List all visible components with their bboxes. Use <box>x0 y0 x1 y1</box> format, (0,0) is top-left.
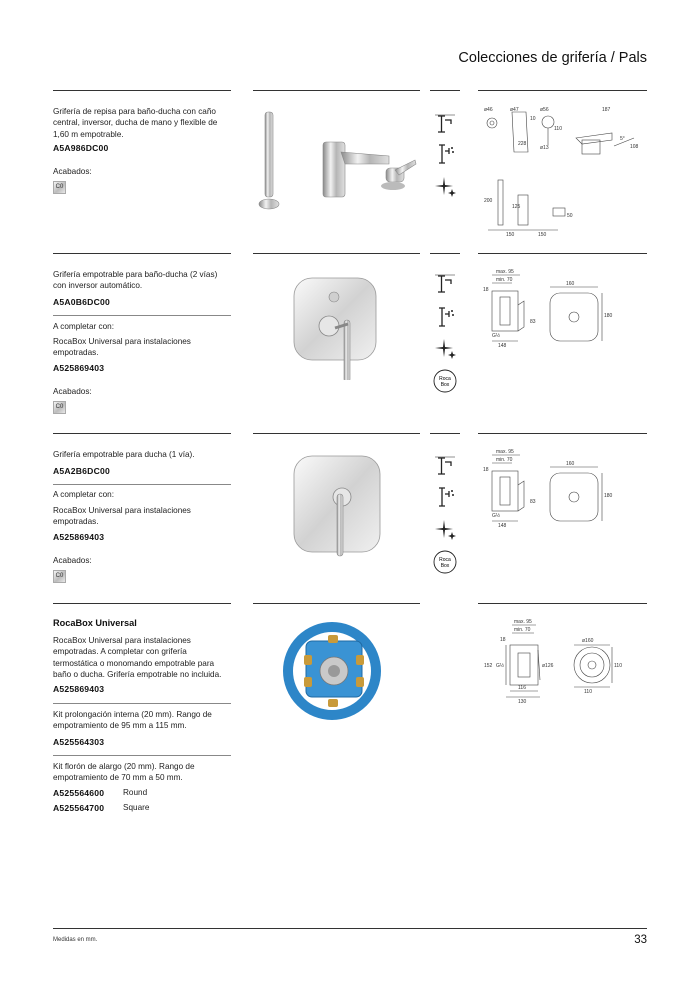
product-image <box>280 615 390 725</box>
product-image <box>253 100 420 218</box>
complete-with-code: A525869403 <box>53 363 105 373</box>
dimension-label: max. 95 <box>496 449 514 455</box>
finishes-label: Acabados: <box>53 556 92 565</box>
dimension-label: 83 <box>530 319 536 325</box>
svg-text:Roca: Roca <box>439 557 451 563</box>
section-divider <box>53 253 231 254</box>
dimension-label: min. 70 <box>514 627 531 633</box>
rocabox-description: RocaBox Universal para instalaciones empotradas. A completar con grifería termostática o monomando empotrable para baño o ducha. Grifería empotrable no incluida. <box>53 636 222 680</box>
dimension-label: 180 <box>604 313 613 319</box>
footer-divider <box>53 928 647 929</box>
svg-text:Box: Box <box>440 563 450 569</box>
dimension-label: 116 <box>518 685 526 691</box>
section-divider <box>430 433 460 434</box>
shower-tap-icon <box>433 305 457 329</box>
dimension-label: ø46 <box>484 107 493 113</box>
divider <box>53 315 231 316</box>
dimension-label: max. 95 <box>514 619 532 625</box>
product-code: A5A986DC00 <box>53 143 109 153</box>
dimension-label: ø47 <box>510 107 519 113</box>
finish-swatch: C0 <box>53 181 66 194</box>
rocabox-icon <box>433 550 457 574</box>
dimension-label: 148 <box>498 523 507 529</box>
dimension-label: 187 <box>602 107 611 113</box>
dimension-label: 110 <box>614 663 622 669</box>
dimension-label: 150 <box>538 232 547 238</box>
shower-tap-icon <box>433 142 457 166</box>
dimension-label: 160 <box>566 461 575 467</box>
dimension-label: min. 70 <box>496 277 513 283</box>
section-divider <box>53 90 231 91</box>
dimension-label: 10 <box>530 116 536 122</box>
shower-tap-icon <box>433 485 457 509</box>
dimension-label: 200 <box>484 198 493 204</box>
dimension-label: 148 <box>498 343 507 349</box>
complete-with-code: A525869403 <box>53 532 105 542</box>
basin-tap-icon <box>433 454 457 478</box>
kit-description: Kit florón de alargo (20 mm). Rango de empotramiento de 70 mm a 50 mm. <box>53 762 195 783</box>
dimension-label: G½ <box>492 333 501 339</box>
dimension-label: 125 <box>512 204 521 210</box>
dimension-label: 150 <box>506 232 515 238</box>
section-divider <box>478 90 647 91</box>
section-divider <box>253 253 420 254</box>
section-divider <box>478 433 647 434</box>
dimension-label: ø126 <box>542 663 554 669</box>
dimension-label: ø13 <box>540 145 549 151</box>
kit-description: Kit prolongación interna (20 mm). Rango de empotramiento de 95 mm a 115 mm. <box>53 710 212 731</box>
dimension-label: min. 70 <box>496 457 513 463</box>
product-image <box>280 450 390 560</box>
variant-name: Square <box>123 803 150 812</box>
dimension-label: 5° <box>620 136 625 142</box>
technical-drawing <box>478 445 647 530</box>
section-divider <box>430 90 460 91</box>
product-description: Grifería empotrable para ducha (1 vía). <box>53 450 195 459</box>
dimension-label: 83 <box>530 499 536 505</box>
technical-drawing <box>478 265 647 350</box>
finishes-label: Acabados: <box>53 167 92 176</box>
rocabox-icon <box>433 369 457 393</box>
basin-tap-icon <box>433 112 457 136</box>
product-image <box>280 270 390 380</box>
complete-with-label: A completar con: <box>53 490 114 499</box>
dimension-label: 108 <box>630 144 639 150</box>
divider <box>53 755 231 756</box>
dimension-label: 18 <box>500 637 506 643</box>
complete-with-text: RocaBox Universal para instalaciones empotradas. <box>53 506 191 527</box>
variant-code: A525564600 <box>53 788 105 798</box>
dimension-label: 130 <box>518 699 527 705</box>
product-description: Grifería empotrable para baño-ducha (2 vías) con inversor automático. <box>53 270 218 291</box>
section-divider <box>53 433 231 434</box>
footer-note: Medidas en mm. <box>53 937 98 943</box>
product-code: A5A2B6DC00 <box>53 466 110 476</box>
page-title: Colecciones de grifería / Pals <box>458 50 647 66</box>
complete-with-label: A completar con: <box>53 322 114 331</box>
dimension-label: max. 95 <box>496 269 514 275</box>
dimension-label: 110 <box>554 126 562 132</box>
section-divider <box>430 253 460 254</box>
product-code: A525869403 <box>53 684 105 694</box>
section-divider <box>253 603 420 604</box>
dimension-label: 18 <box>483 467 489 473</box>
dimension-label: 50 <box>567 213 573 219</box>
dimension-label: G½ <box>492 513 501 519</box>
product-code: A5A0B6DC00 <box>53 297 110 307</box>
product-description: Grifería de repisa para baño-ducha con caño central, inversor, ducha de mano y flexible de 1,60 m empotrable. <box>53 107 218 139</box>
sparkle-icon <box>433 518 457 542</box>
sparkle-icon <box>433 175 457 199</box>
variant-name: Round <box>123 788 148 797</box>
svg-text:Box: Box <box>440 382 450 388</box>
dimension-label: 152 <box>484 663 493 669</box>
section-divider <box>478 603 647 604</box>
kit-code: A525564303 <box>53 737 105 747</box>
dimension-label: 160 <box>566 281 575 287</box>
svg-text:Roca: Roca <box>439 376 451 382</box>
dimension-label: 180 <box>604 493 613 499</box>
dimension-label: 110 <box>584 689 592 695</box>
dimension-label: G½ <box>496 663 505 669</box>
dimension-label: 228 <box>518 141 527 147</box>
technical-drawing <box>478 615 647 705</box>
page-number: 33 <box>634 934 647 946</box>
technical-drawing <box>478 100 647 240</box>
section-heading: RocaBox Universal <box>53 618 137 628</box>
variant-code: A525564700 <box>53 803 105 813</box>
divider <box>53 484 231 485</box>
section-divider <box>253 90 420 91</box>
section-divider <box>53 603 231 604</box>
finishes-label: Acabados: <box>53 387 92 396</box>
basin-tap-icon <box>433 272 457 296</box>
sparkle-icon <box>433 337 457 361</box>
complete-with-text: RocaBox Universal para instalaciones empotradas. <box>53 337 191 358</box>
section-divider <box>478 253 647 254</box>
dimension-label: ø56 <box>540 107 549 113</box>
dimension-label: ø160 <box>582 638 594 644</box>
finish-swatch: C0 <box>53 401 66 414</box>
section-divider <box>253 433 420 434</box>
dimension-label: 18 <box>483 287 489 293</box>
divider <box>53 703 231 704</box>
finish-swatch: C0 <box>53 570 66 583</box>
